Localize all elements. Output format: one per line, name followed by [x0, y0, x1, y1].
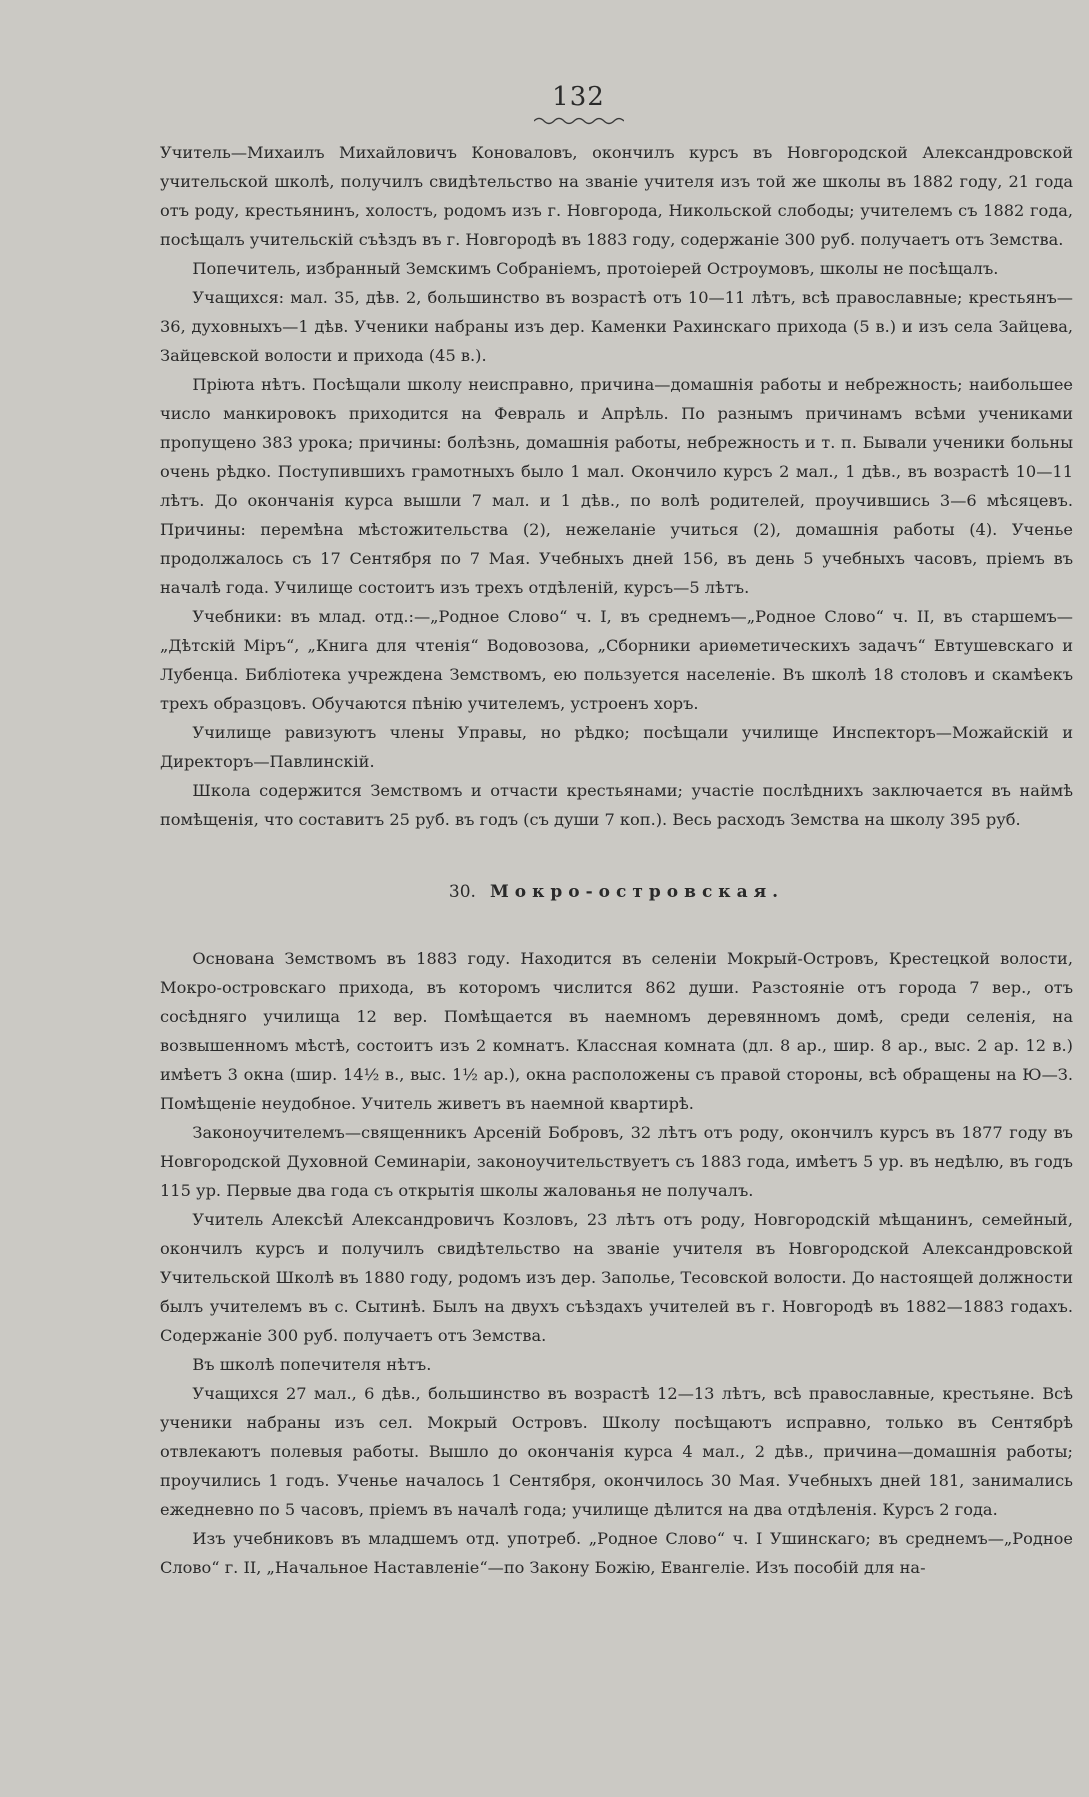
paragraph-attendance: Пріюта нѣтъ. Посѣщали школу неисправно, причина—домашнія работы и небрежность; наибольшее число манкировокъ приходится на Февраль и Апрѣль. По разнымъ причинамъ всѣми учениками пропущено 383 урока; причины: болѣзнь, домашнія работы, небрежность и т. п. Бывали ученики больны очень рѣдко. Поступившихъ грамотныхъ было 1 мал. Окончило курсъ 2 мал., 1 дѣв., въ возрастѣ 10—11 лѣтъ. До окончанія курса вышли 7 мал. и 1 дѣв., по волѣ родителей, проучившись 3—6 мѣсяцевъ. Причины: перемѣна мѣстожительства (2), нежеланіе учиться (2), домашнія работы (4). Ученье продолжалось съ 17 Сентября по 7 Мая. Учебныхъ дней 156, въ день 5 учебныхъ часовъ, пріемъ въ началѣ года. Училище состоитъ изъ трехъ отдѣленій, курсъ—5 лѣтъ. [160, 375, 1073, 597]
section-heading [160, 882, 1073, 902]
body-text-before [160, 138, 1073, 834]
section-number: 30. [448, 882, 476, 902]
paragraph-no-trustee: Въ школѣ попечителя нѣтъ. [192, 1355, 432, 1374]
paragraph-students: Учащихся: мал. 35, дѣв. 2, большинство въ возрастѣ отъ 10—11 лѣтъ, всѣ православные; крестьянъ—36, духовныхъ—1 дѣв. Ученики набраны изъ дер. Каменки Рахинскаго прихода (5 в.) и изъ села Зайцева, Зайцевской волости и прихода (45 в.). [160, 288, 1073, 365]
paragraph-trustee: Попечитель, избранный Земскимъ Собраніемъ, протоіерей Остроумовъ, школы не посѣщалъ. [192, 259, 999, 278]
paragraph-funding: Школа содержится Земствомъ и отчасти крестьянами; участіе послѣднихъ заключается въ наймѣ помѣщенія, что составитъ 25 руб. въ годъ (съ души 7 коп.). Весь расходъ Земства на школу 395 руб. [160, 781, 1073, 829]
paragraph-students-2: Учащихся 27 мал., 6 дѣв., большинство въ возрастѣ 12—13 лѣтъ, всѣ православные, крестьяне. Всѣ ученики набраны изъ сел. Мокрый Островъ. Школу посѣщаютъ исправно, только въ Сентябрѣ отвлекаютъ полевыя работы. Вышло до окончанія курса 4 мал., 2 дѣв., причина—домашнія работы; проучились 1 годъ. Ученье началось 1 Сентября, окончилось 30 Мая. Учебныхъ дней 181, занимались ежедневно по 5 часовъ, пріемъ въ началѣ года; училище дѣлится на два отдѣленія. Курсъ 2 года. [160, 1384, 1073, 1519]
paragraph-teacher-2: Учитель Алексѣй Александровичъ Козловъ, 23 лѣтъ отъ роду, Новгородскій мѣщанинъ, семейный, окончилъ курсъ и получилъ свидѣтельство на званіе учителя въ Новгородской Александровской Учительской Школѣ въ 1880 году, родомъ изъ дер. Заполье, Тесовской волости. До настоящей должности былъ учителемъ въ с. Сытинѣ. Былъ на двухъ съѣздахъ учителей въ г. Новгородѣ въ 1882—1883 годахъ. Содержаніе 300 руб. получаетъ отъ Земства. [160, 1210, 1073, 1345]
paragraph-founding: Основана Земствомъ въ 1883 году. Находится въ селеніи Мокрый-Островъ, Крестецкой волости, Мокро-островскаго прихода, въ которомъ числится 862 души. Разстояніе отъ города 7 вер., отъ сосѣдняго училища 12 вер. Помѣщается въ наемномъ деревянномъ домѣ, среди селенія, на возвышенномъ мѣстѣ, состоитъ изъ 2 комнатъ. Классная комната (дл. 8 ар., шир. 8 ар., выс. 2 ар. 12 в.) имѣетъ 3 окна (шир. 14½ в., выс. 1½ ар.), окна расположены съ правой стороны, всѣ обращены на Ю—З. Помѣщеніе неудобное. Учитель живетъ въ наемной квартирѣ. [160, 949, 1073, 1113]
wavy-ornament-icon [534, 116, 624, 126]
paragraph-textbooks-2: Изъ учебниковъ въ младшемъ отд. употреб. „Родное Слово“ ч. I Ушинскаго; въ среднемъ—„Родное Слово“ г. II, „Начальное Наставленіе“—по Закону Божію, Евангеліе. Изъ пособій для на- [160, 1529, 1073, 1577]
paragraph-inspection: Училище равизуютъ члены Управы, но рѣдко; посѣщали училище Инспекторъ—Можайскій и Директоръ—Павлинскій. [160, 723, 1073, 771]
paragraph-textbooks: Учебники: въ млад. отд.:—„Родное Слово“ ч. I, въ среднемъ—„Родное Слово“ ч. II, въ старшемъ—„Дѣтскій Міръ“, „Книга для чтенія“ Водовозова, „Сборники ариѳметическихъ задачъ“ Евтушевскаго и Лубенца. Библіотека учреждена Земствомъ, ею пользуется населеніе. Въ школѣ 18 столовъ и скамѣекъ трехъ образцовъ. Обучаются пѣнію учителемъ, устроенъ хоръ. [160, 607, 1073, 713]
section-title: Мокро-островская. [489, 882, 785, 902]
page-number: 132 [552, 82, 605, 112]
paragraph-religion-teacher: Законоучителемъ—священникъ Арсеній Бобровъ, 32 лѣтъ отъ роду, окончилъ курсъ въ 1877 году въ Новгородской Духовной Семинаріи, законоучительствуетъ съ 1883 года, имѣетъ 5 ур. въ недѣлю, въ годъ 115 ур. Первые два года съ открытія школы жалованья не получалъ. [160, 1123, 1073, 1200]
paragraph-teacher: Учитель—Михаилъ Михайловичъ Коноваловъ, окончилъ курсъ въ Новгородской Александровской учительской школѣ, получилъ свидѣтельство на званіе учителя изъ той же школы въ 1882 году, 21 года отъ роду, крестьянинъ, холостъ, родомъ изъ г. Новгорода, Никольской слободы; учителемъ съ 1882 года, посѣщалъ учительскій съѣздъ въ г. Новгородѣ въ 1883 году, содержаніе 300 руб. получаетъ отъ Земства. [160, 143, 1073, 249]
body-text-after [160, 944, 1073, 1582]
